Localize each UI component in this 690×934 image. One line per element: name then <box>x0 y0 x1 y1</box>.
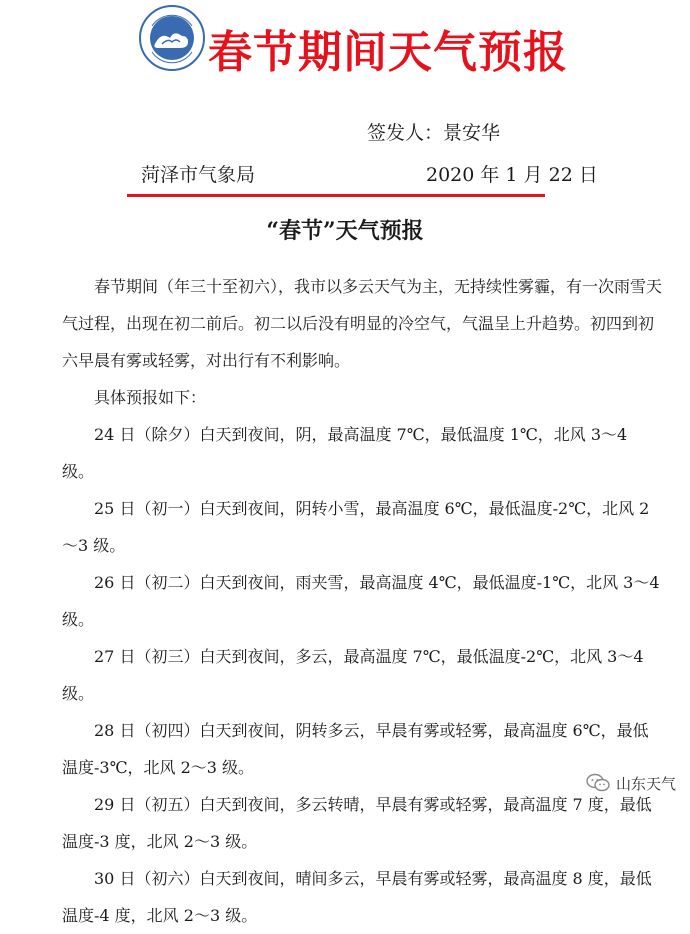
wechat-icon <box>586 773 610 793</box>
forecast-day-29: 29 日（初五）白天到夜间，多云转晴，早晨有雾或轻雾，最高温度 7 度，最低温度-3 度，北风 2～3 级。 <box>62 795 652 851</box>
issuing-organization: 菏泽市气象局 <box>141 164 256 186</box>
red-divider-line <box>127 194 545 197</box>
watermark-text: 山东天气 <box>615 774 676 793</box>
forecast-day-26: 26 日（初二）白天到夜间，雨夹雪，最高温度 4℃，最低温度-1℃，北风 3～4 级。 <box>62 573 660 629</box>
signer-line: 签发人：景安华 <box>367 122 501 144</box>
forecast-day-24: 24 日（除夕）白天到夜间，阴，最高温度 7℃，最低温度 1℃，北风 3～4 级。 <box>62 425 628 481</box>
document-header <box>0 0 690 120</box>
document-body <box>62 268 662 934</box>
paragraph-summary: 春节期间（年三十至初六），我市以多云天气为主，无持续性雾霾，有一次雨雪天气过程，出现在初二前后。初二以后没有明显的冷空气，气温呈上升趋势。初四到初六早晨有雾或轻雾，对出行有不利影响。 <box>62 277 663 370</box>
forecast-day-25: 25 日（初一）白天到夜间，阴转小雪，最高温度 6℃，最低温度-2℃，北风 2～3 级。 <box>62 499 650 555</box>
paragraph-intro: 具体预报如下： <box>94 388 207 407</box>
meteorological-bureau-logo-icon <box>138 4 206 72</box>
issuer-row <box>0 160 690 190</box>
main-title: 春节期间天气预报 <box>208 27 568 78</box>
forecast-day-28: 28 日（初四）白天到夜间，阴转多云，早晨有雾或轻雾，最高温度 6℃，最低温度-3℃，北风 2～3 级。 <box>62 721 649 777</box>
forecast-day-27: 27 日（初三）白天到夜间，多云，最高温度 7℃，最低温度-2℃，北风 3～4 级。 <box>62 647 644 703</box>
forecast-day-30: 30 日（初六）白天到夜间，晴间多云，早晨有雾或轻雾，最高温度 8 度，最低温度-4 度，北风 2～3 级。 <box>62 869 652 925</box>
issue-date: 2020 年 1 月 22 日 <box>426 164 598 186</box>
document-title: “春节”天气预报 <box>266 218 424 244</box>
wechat-watermark <box>586 769 676 797</box>
